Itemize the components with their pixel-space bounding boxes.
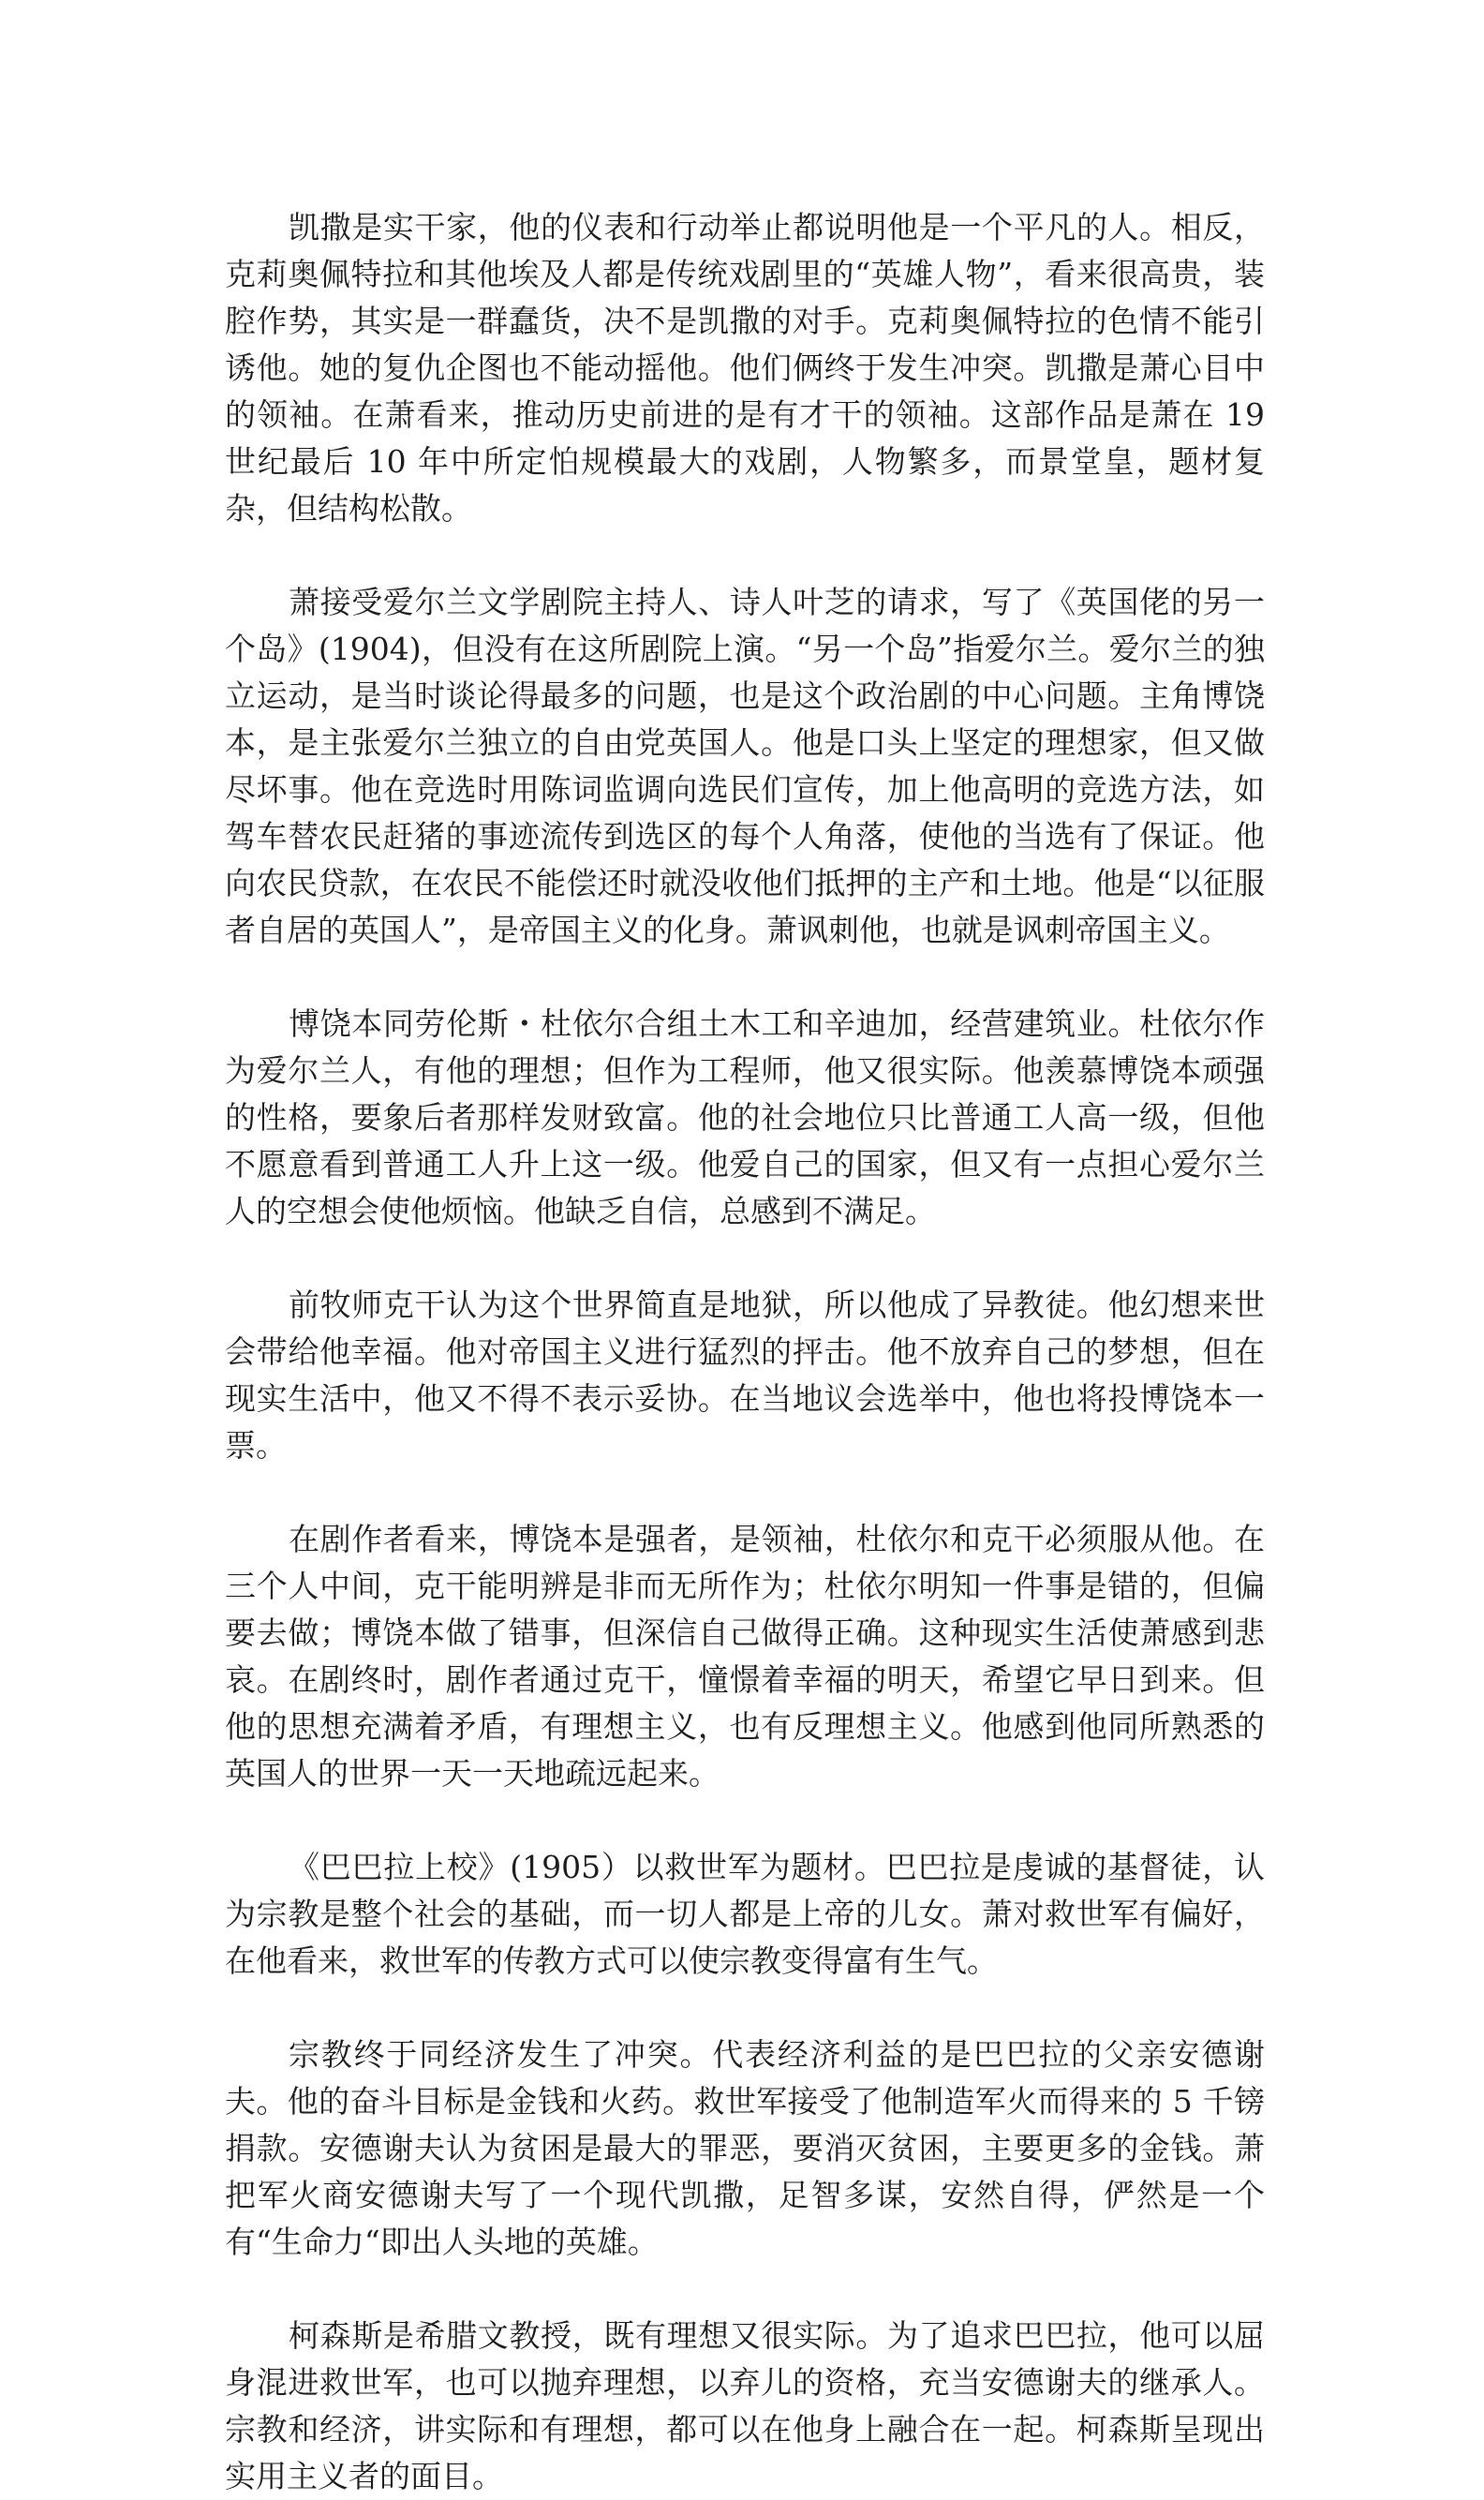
- paragraph-1: 凯撒是实干家，他的仪表和行动举止都说明他是一个平凡的人。相反，克莉奥佩特拉和其他埃及人都是传统戏剧里的“英雄人物”，看来很高贵，装腔作势，其实是一群蠢货，决不是凯撒的对手。克莉奥佩特拉的色情不能引诱他。她的复仇企图也不能动摇他。他们俩终于发生冲突。凯撒是萧心目中的领袖。在萧看来，推动历史前进的是有才干的领袖。这部作品是萧在 19 世纪最后 10 年中所定怕规模最大的戏剧，人物繁多，而景堂皇，题材复杂，但结构松散。: [225, 209, 1265, 527]
- paragraph-2: 萧接受爱尔兰文学剧院主持人、诗人叶芝的请求，写了《英国佬的另一个岛》(1904)，但没有在这所剧院上演。“另一个岛”指爱尔兰。爱尔兰的独立运动，是当时谈论得最多的问题，也是这个政治剧的中心问题。主角博饶本，是主张爱尔兰独立的自由党英国人。他是口头上坚定的理想家，但又做尽坏事。他在竞选时用陈词监调向选民们宣传，加上他高明的竞选方法，如驾车替农民赶猪的事迹流传到选区的每个人角落，使他的当选有了保证。他向农民贷款，在农民不能偿还时就没收他们抵押的主产和土地。他是“以征服者自居的英国人”，是帝国主义的化身。萧讽刺他，也就是讽刺帝国主义。: [225, 584, 1265, 948]
- paragraph-8: 柯森斯是希腊文教授，既有理想又很实际。为了追求巴巴拉，他可以屈身混进救世军，也可以抛弃理想，以弃儿的资格，充当安德谢夫的继承人。宗教和经济，讲实际和有理想，都可以在他身上融合在一起。柯森斯呈现出实用主义者的面目。: [225, 2317, 1265, 2494]
- paragraph-3: 博饶本同劳伦斯・杜依尔合组土木工和辛迪加，经营建筑业。杜依尔作为爱尔兰人，有他的理想；但作为工程师，他又很实际。他羡慕博饶本顽强的性格，要象后者那样发财致富。他的社会地位只比普通工人高一级，但他不愿意看到普通工人升上这一级。他爱自己的国家，但又有一点担心爱尔兰人的空想会使他烦恼。他缺乏自信，总感到不满足。: [225, 1005, 1265, 1229]
- paragraph-6: 《巴巴拉上校》(1905）以救世军为题材。巴巴拉是虔诚的基督徒，认为宗教是整个社会的基础，而一切人都是上帝的儿女。萧对救世军有偏好，在他看来，救世军的传教方式可以使宗教变得富有生气。: [225, 1849, 1265, 1979]
- document-page: [225, 204, 1265, 2500]
- paragraph-4: 前牧师克干认为这个世界简直是地狱，所以他成了异教徒。他幻想来世会带给他幸福。他对帝国主义进行猛烈的抨击。他不放弃自己的梦想，但在现实生活中，他又不得不表示妥协。在当地议会选举中，他也将投博饶本一票。: [225, 1287, 1265, 1464]
- paragraph-5: 在剧作者看来，博饶本是强者，是领袖，杜依尔和克干必须服从他。在三个人中间，克干能明辨是非而无所作为；杜依尔明知一件事是错的，但偏要去做；博饶本做了错事，但深信自己做得正确。这种现实生活使萧感到悲哀。在剧终时，剧作者通过克干，憧憬着幸福的明天，希望它早日到来。但他的思想充满着矛盾，有理想主义，也有反理想主义。他感到他同所熟悉的英国人的世界一天一天地疏远起来。: [225, 1521, 1265, 1792]
- paragraph-7: 宗教终于同经济发生了冲突。代表经济利益的是巴巴拉的父亲安德谢夫。他的奋斗目标是金钱和火药。救世军接受了他制造军火而得来的 5 千镑捐款。安德谢夫认为贫困是最大的罪恶，要消灭贫困，主要更多的金钱。萧把军火商安德谢夫写了一个现代凯撒，足智多谋，安然自得，俨然是一个有“生命力“即出人头地的英雄。: [225, 2036, 1265, 2260]
